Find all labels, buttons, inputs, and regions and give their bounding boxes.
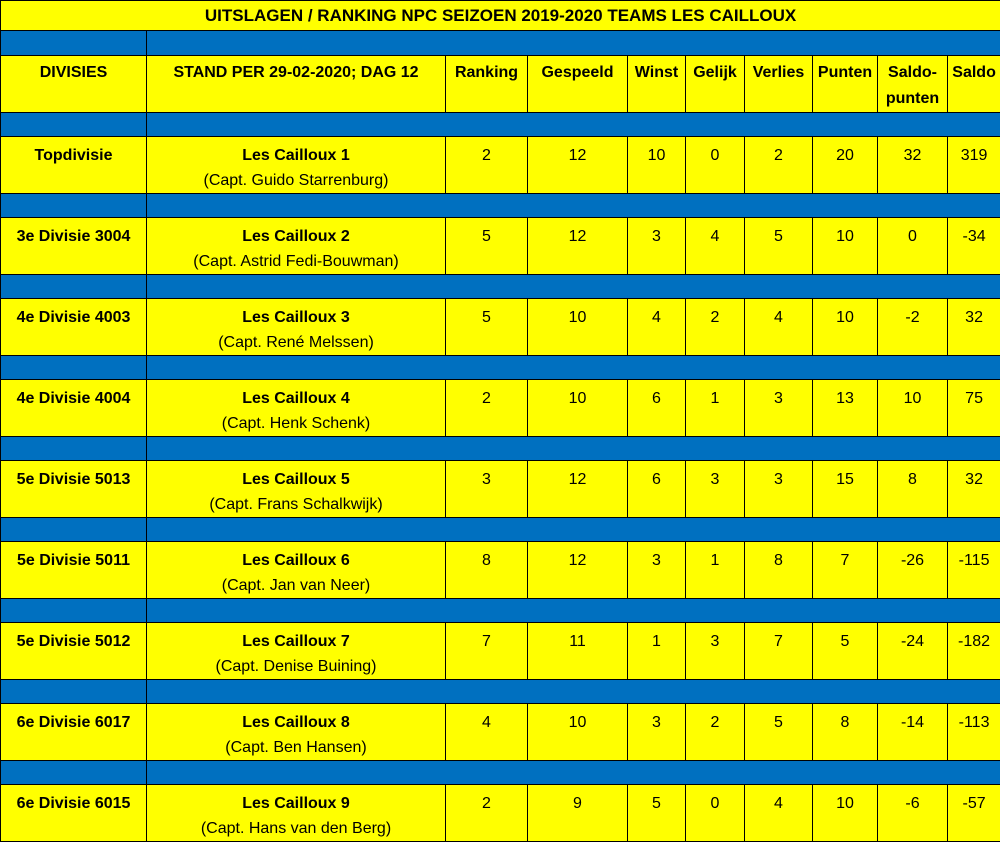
gelijk-cell: 3 bbox=[686, 623, 745, 680]
header-gespeeld: Gespeeld bbox=[528, 56, 628, 113]
ranking-cell: 2 bbox=[446, 785, 528, 842]
winst-cell: 1 bbox=[628, 623, 686, 680]
spacer-cell bbox=[1, 761, 147, 785]
gelijk-cell: 0 bbox=[686, 137, 745, 194]
table-row bbox=[1, 299, 1000, 356]
gelijk-cell: 1 bbox=[686, 542, 745, 599]
winst-cell: 3 bbox=[628, 704, 686, 761]
verlies-cell: 2 bbox=[745, 137, 813, 194]
ranking-cell: 7 bbox=[446, 623, 528, 680]
winst-cell: 4 bbox=[628, 299, 686, 356]
page-title: UITSLAGEN / RANKING NPC SEIZOEN 2019-2020 TEAMS LES CAILLOUX bbox=[1, 1, 1000, 31]
saldopunten-cell: 10 bbox=[878, 380, 948, 437]
team-cell bbox=[147, 785, 446, 842]
header-verlies: Verlies bbox=[745, 56, 813, 113]
saldo-cell: 32 bbox=[948, 299, 1000, 356]
spacer-cell bbox=[147, 437, 1000, 461]
saldopunten-cell: -26 bbox=[878, 542, 948, 599]
header-stand: STAND PER 29-02-2020; DAG 12 bbox=[147, 56, 446, 113]
team-name: Les Cailloux 3 bbox=[147, 305, 445, 330]
header-saldopunten-line1: Saldo- bbox=[878, 60, 947, 86]
spacer-cell bbox=[1, 194, 147, 218]
header-row bbox=[1, 56, 1000, 113]
team-name: Les Cailloux 2 bbox=[147, 224, 445, 249]
gespeeld-cell: 12 bbox=[528, 542, 628, 599]
spacer-cell bbox=[147, 518, 1000, 542]
team-captain: (Capt. Hans van den Berg) bbox=[147, 816, 445, 841]
saldopunten-cell: -24 bbox=[878, 623, 948, 680]
gelijk-cell: 3 bbox=[686, 461, 745, 518]
division-cell: 6e Divisie 6015 bbox=[1, 785, 147, 842]
spacer-cell bbox=[147, 356, 1000, 380]
punten-cell: 10 bbox=[813, 785, 878, 842]
punten-cell: 10 bbox=[813, 299, 878, 356]
verlies-cell: 8 bbox=[745, 542, 813, 599]
team-captain: (Capt. Henk Schenk) bbox=[147, 411, 445, 436]
division-cell: 5e Divisie 5011 bbox=[1, 542, 147, 599]
table-row bbox=[1, 704, 1000, 761]
ranking-cell: 5 bbox=[446, 218, 528, 275]
team-cell bbox=[147, 461, 446, 518]
winst-cell: 5 bbox=[628, 785, 686, 842]
header-saldo: Saldo bbox=[948, 56, 1000, 113]
spacer-cell bbox=[1, 113, 147, 137]
gespeeld-cell: 12 bbox=[528, 461, 628, 518]
saldo-cell: -113 bbox=[948, 704, 1000, 761]
team-name: Les Cailloux 5 bbox=[147, 467, 445, 492]
punten-cell: 10 bbox=[813, 218, 878, 275]
team-captain: (Capt. Frans Schalkwijk) bbox=[147, 492, 445, 517]
division-cell: 6e Divisie 6017 bbox=[1, 704, 147, 761]
table-row bbox=[1, 542, 1000, 599]
team-cell bbox=[147, 380, 446, 437]
verlies-cell: 3 bbox=[745, 461, 813, 518]
saldopunten-cell: 0 bbox=[878, 218, 948, 275]
punten-cell: 15 bbox=[813, 461, 878, 518]
table-row bbox=[1, 623, 1000, 680]
winst-cell: 3 bbox=[628, 218, 686, 275]
winst-cell: 10 bbox=[628, 137, 686, 194]
team-name: Les Cailloux 1 bbox=[147, 143, 445, 168]
saldopunten-cell: -2 bbox=[878, 299, 948, 356]
saldo-cell: -34 bbox=[948, 218, 1000, 275]
saldopunten-cell: 32 bbox=[878, 137, 948, 194]
spacer-cell bbox=[1, 437, 147, 461]
gespeeld-cell: 9 bbox=[528, 785, 628, 842]
saldo-cell: 75 bbox=[948, 380, 1000, 437]
saldo-cell: -182 bbox=[948, 623, 1000, 680]
team-name: Les Cailloux 8 bbox=[147, 710, 445, 735]
division-cell: 3e Divisie 3004 bbox=[1, 218, 147, 275]
spacer-cell bbox=[1, 518, 147, 542]
gespeeld-cell: 12 bbox=[528, 218, 628, 275]
punten-cell: 13 bbox=[813, 380, 878, 437]
header-punten: Punten bbox=[813, 56, 878, 113]
team-captain: (Capt. René Melssen) bbox=[147, 330, 445, 355]
saldopunten-cell: 8 bbox=[878, 461, 948, 518]
gelijk-cell: 4 bbox=[686, 218, 745, 275]
table-row bbox=[1, 137, 1000, 194]
team-cell bbox=[147, 623, 446, 680]
table-row bbox=[1, 461, 1000, 518]
saldo-cell: 319 bbox=[948, 137, 1000, 194]
table-row bbox=[1, 380, 1000, 437]
spacer-cell bbox=[1, 31, 147, 56]
ranking-cell: 5 bbox=[446, 299, 528, 356]
team-cell bbox=[147, 704, 446, 761]
verlies-cell: 7 bbox=[745, 623, 813, 680]
team-name: Les Cailloux 9 bbox=[147, 791, 445, 816]
ranking-cell: 4 bbox=[446, 704, 528, 761]
gelijk-cell: 1 bbox=[686, 380, 745, 437]
spacer-cell bbox=[147, 680, 1000, 704]
ranking-cell: 8 bbox=[446, 542, 528, 599]
saldo-cell: -115 bbox=[948, 542, 1000, 599]
gelijk-cell: 2 bbox=[686, 299, 745, 356]
gelijk-cell: 0 bbox=[686, 785, 745, 842]
spacer-cell bbox=[147, 113, 1000, 137]
verlies-cell: 5 bbox=[745, 218, 813, 275]
gespeeld-cell: 10 bbox=[528, 704, 628, 761]
table-row bbox=[1, 785, 1000, 842]
team-cell bbox=[147, 542, 446, 599]
header-ranking: Ranking bbox=[446, 56, 528, 113]
header-saldopunten-line2: punten bbox=[878, 86, 947, 112]
punten-cell: 8 bbox=[813, 704, 878, 761]
spacer-cell bbox=[147, 761, 1000, 785]
verlies-cell: 4 bbox=[745, 299, 813, 356]
header-gelijk: Gelijk bbox=[686, 56, 745, 113]
team-cell bbox=[147, 137, 446, 194]
verlies-cell: 3 bbox=[745, 380, 813, 437]
gespeeld-cell: 12 bbox=[528, 137, 628, 194]
team-cell bbox=[147, 218, 446, 275]
ranking-cell: 3 bbox=[446, 461, 528, 518]
winst-cell: 6 bbox=[628, 380, 686, 437]
winst-cell: 3 bbox=[628, 542, 686, 599]
header-winst: Winst bbox=[628, 56, 686, 113]
division-cell: 5e Divisie 5012 bbox=[1, 623, 147, 680]
verlies-cell: 4 bbox=[745, 785, 813, 842]
division-cell: 5e Divisie 5013 bbox=[1, 461, 147, 518]
division-cell: Topdivisie bbox=[1, 137, 147, 194]
header-saldopunten bbox=[878, 56, 948, 113]
punten-cell: 5 bbox=[813, 623, 878, 680]
team-name: Les Cailloux 7 bbox=[147, 629, 445, 654]
ranking-cell: 2 bbox=[446, 137, 528, 194]
saldo-cell: 32 bbox=[948, 461, 1000, 518]
spacer-cell bbox=[147, 194, 1000, 218]
spacer-cell bbox=[147, 31, 1000, 56]
division-cell: 4e Divisie 4003 bbox=[1, 299, 147, 356]
punten-cell: 7 bbox=[813, 542, 878, 599]
table-row bbox=[1, 218, 1000, 275]
team-captain: (Capt. Guido Starrenburg) bbox=[147, 168, 445, 193]
saldo-cell: -57 bbox=[948, 785, 1000, 842]
team-name: Les Cailloux 4 bbox=[147, 386, 445, 411]
ranking-cell: 2 bbox=[446, 380, 528, 437]
spacer-cell bbox=[1, 356, 147, 380]
gespeeld-cell: 11 bbox=[528, 623, 628, 680]
team-captain: (Capt. Astrid Fedi-Bouwman) bbox=[147, 249, 445, 274]
verlies-cell: 5 bbox=[745, 704, 813, 761]
spacer-cell bbox=[1, 680, 147, 704]
team-name: Les Cailloux 6 bbox=[147, 548, 445, 573]
gespeeld-cell: 10 bbox=[528, 380, 628, 437]
spacer-cell bbox=[147, 275, 1000, 299]
spacer-cell bbox=[147, 599, 1000, 623]
team-captain: (Capt. Denise Buining) bbox=[147, 654, 445, 679]
saldopunten-cell: -6 bbox=[878, 785, 948, 842]
punten-cell: 20 bbox=[813, 137, 878, 194]
spacer-cell bbox=[1, 599, 147, 623]
gespeeld-cell: 10 bbox=[528, 299, 628, 356]
saldopunten-cell: -14 bbox=[878, 704, 948, 761]
spacer-cell bbox=[1, 275, 147, 299]
winst-cell: 6 bbox=[628, 461, 686, 518]
team-cell bbox=[147, 299, 446, 356]
division-cell: 4e Divisie 4004 bbox=[1, 380, 147, 437]
team-captain: (Capt. Jan van Neer) bbox=[147, 573, 445, 598]
gelijk-cell: 2 bbox=[686, 704, 745, 761]
header-division: DIVISIES bbox=[1, 56, 147, 113]
team-captain: (Capt. Ben Hansen) bbox=[147, 735, 445, 760]
